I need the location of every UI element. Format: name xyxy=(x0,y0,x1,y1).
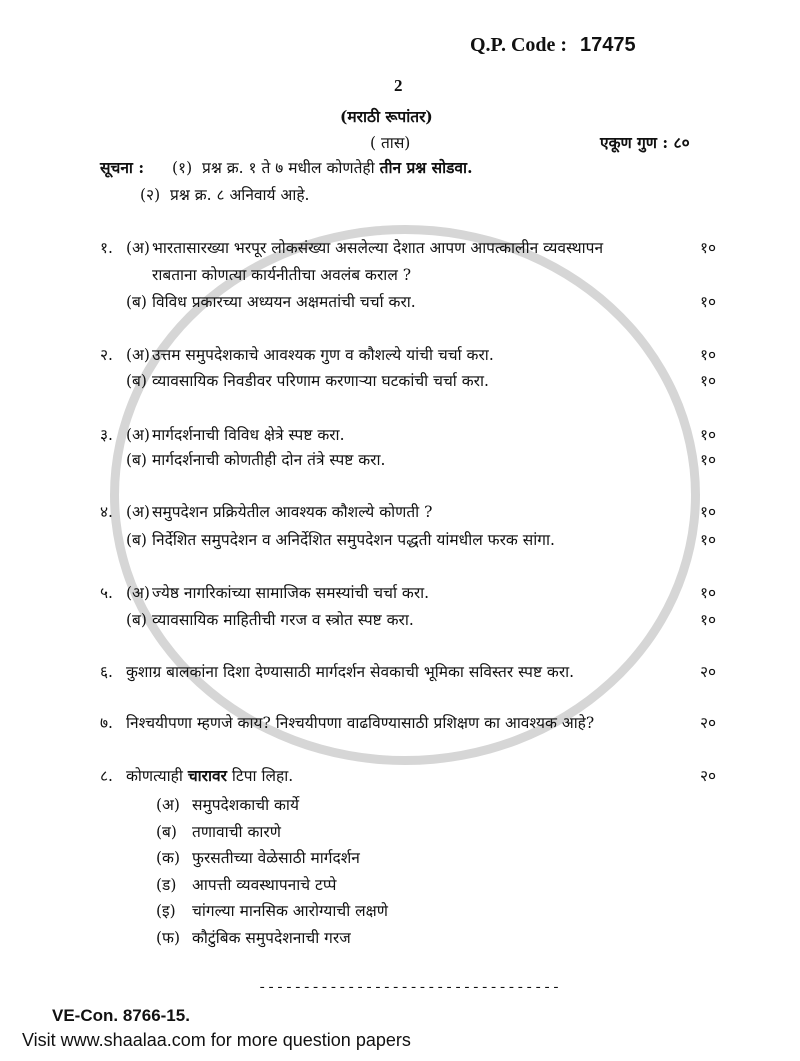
marks: १० xyxy=(700,426,717,444)
marks: १० xyxy=(700,451,717,469)
question-number: ७. xyxy=(100,714,113,732)
question-text: मार्गदर्शनाची विविध क्षेत्रे स्पष्ट करा. xyxy=(152,426,345,444)
note-label: (इ) xyxy=(156,902,176,920)
marks: २० xyxy=(700,663,717,681)
marks: २० xyxy=(700,714,717,732)
part-label: (ब) xyxy=(126,451,147,469)
marks: १० xyxy=(700,503,717,521)
note-topic: आपत्ती व्यवस्थापनाचे टप्पे xyxy=(192,876,337,894)
duration: ( तास) xyxy=(370,134,411,152)
question-text: व्यावसायिक माहितीची गरज व स्त्रोत स्पष्ट करा. xyxy=(152,611,414,629)
visit-link[interactable]: Visit www.shaalaa.com for more question papers xyxy=(22,1030,411,1050)
version-title: (मराठी रूपांतर) xyxy=(340,107,433,126)
paper-code: VE-Con. 8766-15. xyxy=(52,1006,190,1025)
question-text xyxy=(126,766,293,786)
instruction-2 xyxy=(140,185,309,205)
marks: २० xyxy=(700,767,717,785)
marks: १० xyxy=(700,346,717,364)
qp-code-label: Q.P. Code : xyxy=(470,34,568,56)
marks: १० xyxy=(700,372,717,390)
question-number: २. xyxy=(100,346,113,364)
question-text-part: टिपा लिहा. xyxy=(231,767,294,785)
marks: १० xyxy=(700,239,717,257)
question-number: ३. xyxy=(100,426,113,444)
instructions-label: सूचना : xyxy=(100,158,145,177)
question-number: ८. xyxy=(100,767,113,785)
part-label: (ब) xyxy=(126,531,147,549)
note-topic: तणावाची कारणे xyxy=(192,823,281,841)
question-text: कुशाग्र बालकांना दिशा देण्यासाठी मार्गदर्शन सेवकाची भूमिका सविस्तर स्पष्ट करा. xyxy=(126,663,575,681)
total-marks: एकूण गुण : ८० xyxy=(600,133,690,152)
note-label: (क) xyxy=(156,849,180,867)
part-label: (ब) xyxy=(126,611,147,629)
question-number: १. xyxy=(100,239,113,257)
instruction-text: प्रश्न क्र. ८ अनिवार्य आहे. xyxy=(170,186,310,204)
question-text: निर्देशित समुपदेशन व अनिर्देशित समुपदेशन पद्धती यांमधील फरक सांगा. xyxy=(152,531,555,549)
note-topic: फुरसतीच्या वेळेसाठी मार्गदर्शन xyxy=(192,849,360,867)
note-label: (अ) xyxy=(156,796,180,814)
note-topic: कौटुंबिक समुपदेशनाची गरज xyxy=(192,929,351,947)
part-label: (अ) xyxy=(126,503,150,521)
question-text-part: कोणत्याही xyxy=(126,767,183,785)
marks: १० xyxy=(700,584,717,602)
qp-code-value: 17475 xyxy=(580,34,636,56)
question-text: व्यावसायिक निवडीवर परिणाम करणाऱ्या घटकांची चर्चा करा. xyxy=(152,372,489,390)
question-text: भारतासारख्या भरपूर लोकसंख्या असलेल्या देशात आपण आपत्कालीन व्यवस्थापन xyxy=(152,239,604,257)
instruction-1 xyxy=(172,158,472,178)
marks: १० xyxy=(700,611,717,629)
question-text: विविध प्रकारच्या अध्ययन अक्षमतांची चर्चा करा. xyxy=(152,293,416,311)
question-number: ६. xyxy=(100,663,113,681)
question-number: ४. xyxy=(100,503,113,521)
note-label: (ब) xyxy=(156,823,177,841)
part-label: (अ) xyxy=(126,239,150,257)
note-topic: चांगल्या मानसिक आरोग्याची लक्षणे xyxy=(192,902,388,920)
question-text: मार्गदर्शनाची कोणतीही दोन तंत्रे स्पष्ट करा. xyxy=(152,451,386,469)
question-text: समुपदेशन प्रक्रियेतील आवश्यक कौशल्ये कोणती ? xyxy=(152,503,433,521)
marks: १० xyxy=(700,531,717,549)
instruction-number: (१) xyxy=(172,159,193,177)
note-topic: समुपदेशकाची कार्ये xyxy=(192,796,299,814)
instruction-text: प्रश्न क्र. १ ते ७ मधील कोणतेही xyxy=(202,159,375,177)
instruction-emphasis: तीन प्रश्न सोडवा. xyxy=(379,158,473,177)
part-label: (अ) xyxy=(126,426,150,444)
note-label: (फ) xyxy=(156,929,181,947)
note-label: (ड) xyxy=(156,876,177,894)
question-emphasis: चारावर xyxy=(187,766,227,785)
part-label: (अ) xyxy=(126,584,150,602)
part-label: (अ) xyxy=(126,346,150,364)
part-label: (ब) xyxy=(126,372,147,390)
question-text: उत्तम समुपदेशकाचे आवश्यक गुण व कौशल्ये यांची चर्चा करा. xyxy=(152,346,494,364)
part-label: (ब) xyxy=(126,293,147,311)
question-text: राबताना कोणत्या कार्यनीतीचा अवलंब कराल ? xyxy=(152,266,412,284)
question-text: ज्येष्ठ नागरिकांच्या सामाजिक समस्यांची चर्चा करा. xyxy=(152,584,430,602)
instruction-number: (२) xyxy=(140,186,161,204)
question-number: ५. xyxy=(100,584,113,602)
qp-code xyxy=(470,34,636,57)
page-number: 2 xyxy=(394,76,403,95)
end-divider: ---------------------------------- xyxy=(258,980,561,996)
marks: १० xyxy=(700,293,717,311)
question-text: निश्चयीपणा म्हणजे काय? निश्चयीपणा वाढविण्यासाठी प्रशिक्षण का आवश्यक आहे? xyxy=(126,714,595,732)
